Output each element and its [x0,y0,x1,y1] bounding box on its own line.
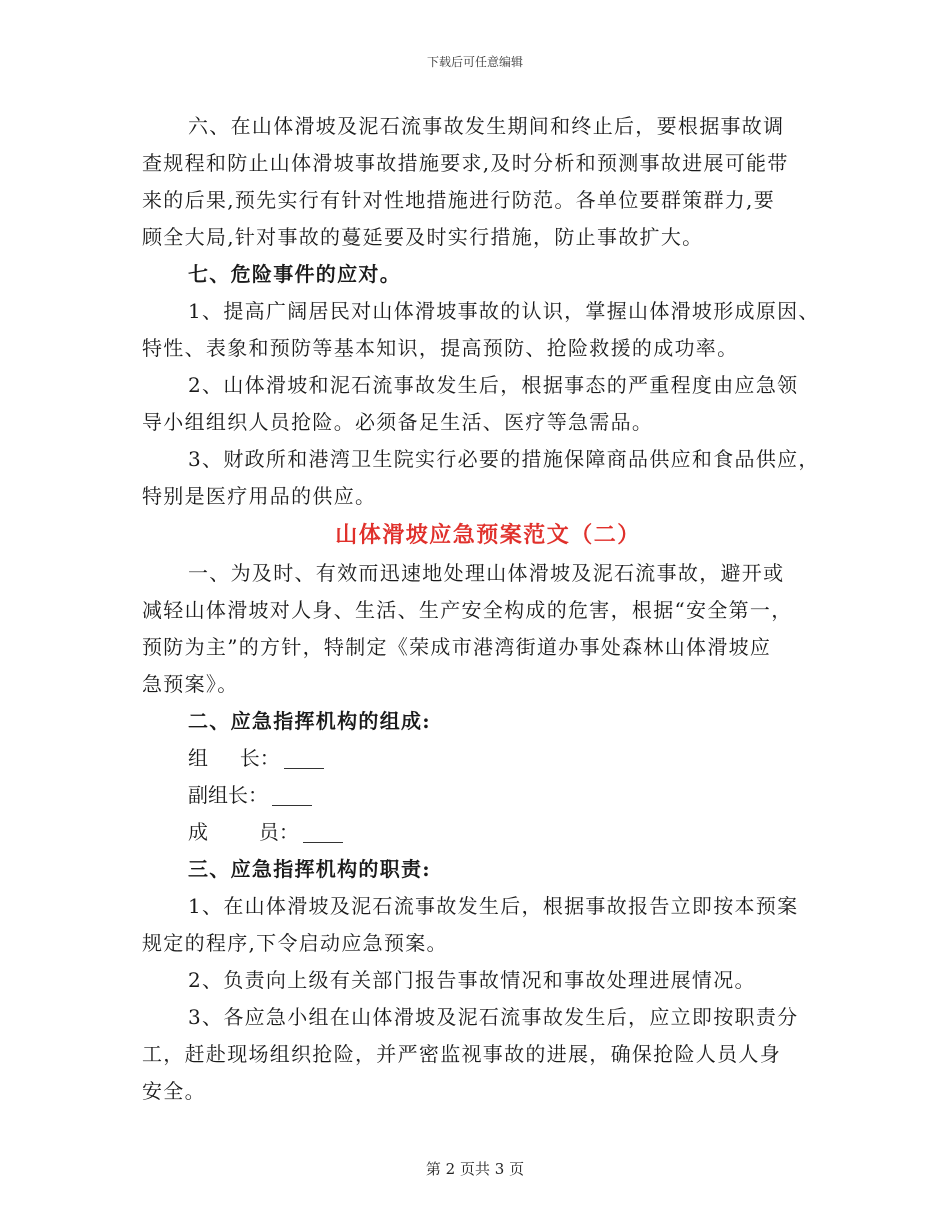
paragraph-line: 3、财政所和港湾卫生院实行必要的措施保障商品供应和食品供应， [188,447,820,471]
paragraph-line: 减轻山体滑坡对人身、生活、生产安全构成的危害，根据“安全第一， [142,598,793,622]
field-row [142,814,812,851]
paragraph-line: 3、各应急小组在山体滑坡及泥石流事故发生后，应立即按职责分 [188,1005,799,1029]
paragraph-line: 2、负责向上级有关部门报告事故情况和事故处理进展情况。 [188,968,756,992]
paragraph-line: 急预案》。 [142,672,239,696]
paragraph-line: 一、为及时、有效而迅速地处理山体滑坡及泥石流事故，避开或 [188,561,785,585]
section-one-text [142,108,820,515]
page-footer: 第 2 页共 3 页 [425,1160,525,1178]
paragraph-line: 查规程和防止山体滑坡事故措施要求,及时分析和预测事故进展可能带 [142,151,789,175]
paragraph-line: 特别是医疗用品的供应。 [142,484,377,508]
section-two-text [142,555,812,740]
paragraph-line: 导小组组织人员抢险。必须备足生活、医疗等急需品。 [142,410,654,434]
paragraph-line: 预防为主”的方针，特制定《荣成市港湾街道办事处森林山体滑坡应 [142,635,772,659]
paragraph-line: 规定的程序,下令启动应急预案。 [142,931,448,955]
field-label: 副组长： [188,783,268,807]
field-blank [272,804,312,806]
field-label: 成 员： [188,820,299,844]
paragraph-line: 2、山体滑坡和泥石流事故发生后，根据事态的严重程度由应急领 [188,373,799,397]
paragraph-line: 工，赶赴现场组织抢险，并严密监视事故的进展，确保抢险人员人身 [142,1042,781,1066]
paragraph-line: 1、在山体滑坡及泥石流事故发生后，根据事故报告立即按本预案 [188,894,799,918]
paragraph-line: 三、应急指挥机构的职责: [188,857,431,881]
paragraph-line: 特性、表象和预防等基本知识，提高预防、抢险救援的成功率。 [142,336,739,360]
document-body [142,108,820,1110]
field-blank [284,767,324,769]
paragraph-line: 来的后果,预先实行有针对性地措施进行防范。各单位要群策群力,要 [142,188,776,212]
field-row [142,740,812,777]
field-blank [303,841,343,843]
paragraph-line: 1、提高广阔居民对山体滑坡事故的认识，掌握山体滑坡形成原因、 [188,299,820,323]
paragraph-line: 安全。 [142,1079,206,1103]
paragraph-line: 六、在山体滑坡及泥石流事故发生期间和终止后，要根据事故调 [188,114,785,138]
field-label: 组 长： [188,746,280,770]
field-row [142,777,812,814]
section-title: 山体滑坡应急预案范文（二） [335,522,641,548]
paragraph-line: 七、危险事件的应对。 [188,262,401,286]
paragraph-line: 二、应急指挥机构的组成: [188,709,431,733]
page-header: 下载后可任意编辑 [426,55,523,69]
paragraph-line: 顾全大局,针对事故的蔓延要及时实行措施，防止事故扩大。 [142,225,704,249]
section-three-text [142,851,812,1110]
organization-fields [142,740,812,851]
